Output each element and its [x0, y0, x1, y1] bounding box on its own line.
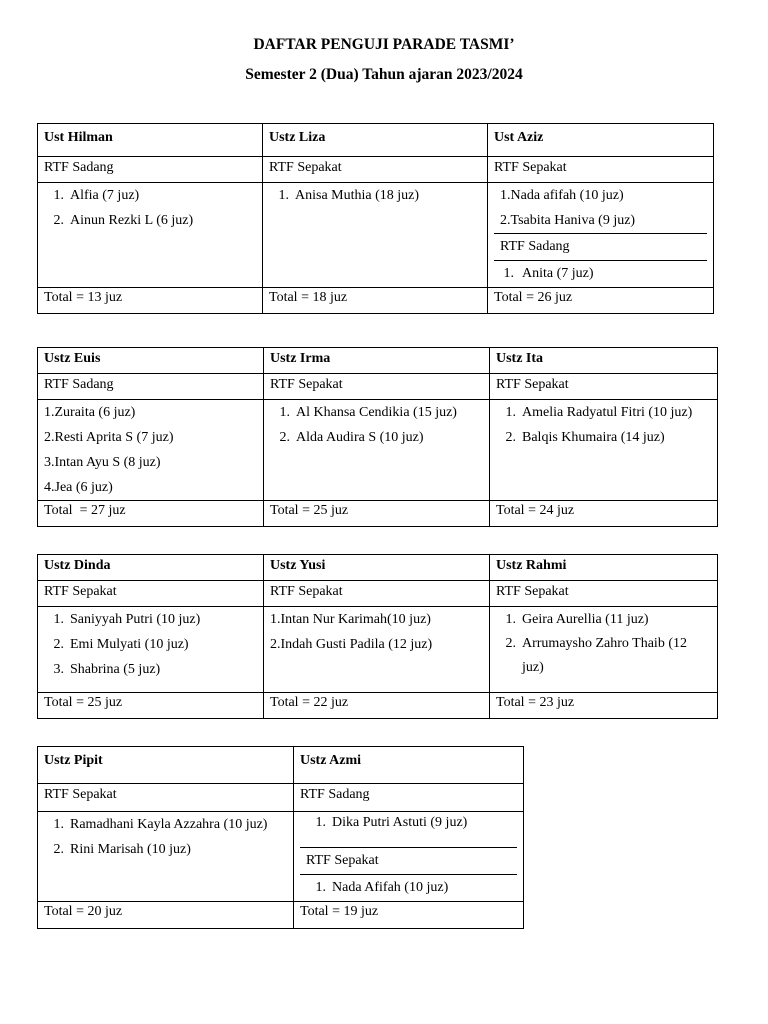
group-label: RTF Sepakat: [263, 157, 488, 183]
total-value: Total = 19 juz: [294, 902, 524, 929]
examiner-name: Ustz Pipit: [38, 747, 294, 784]
examiner-name: Ustz Irma: [264, 348, 490, 374]
examiner-name: Ustz Liza: [263, 124, 488, 157]
list-item: 1. Dika Putri Astuti (9 juz): [315, 815, 468, 830]
list-item: 2.Resti Aprita S (7 juz): [44, 430, 174, 445]
list-item: 2. Balqis Khumaira (14 juz): [505, 430, 665, 445]
list-item: 3. Shabrina (5 juz): [53, 662, 161, 677]
group-label: RTF Sepakat: [490, 581, 718, 607]
examiner-table-2: [37, 347, 718, 527]
list-item: 1. Anita (7 juz): [494, 260, 707, 287]
total-value: Total = 24 juz: [490, 501, 718, 527]
student-list: [294, 812, 524, 902]
document-title: DAFTAR PENGUJI PARADE TASMI’: [253, 36, 515, 53]
student-list: [38, 812, 294, 902]
list-item: 1. Geira Aurellia (11 juz): [505, 612, 649, 627]
total-value: Total = 25 juz: [38, 693, 264, 719]
total-value: Total = 18 juz: [263, 288, 488, 314]
list-item: 1.Nada afifah (10 juz): [500, 188, 624, 203]
student-list: [38, 400, 264, 501]
group-label: RTF Sadang: [38, 374, 264, 400]
examiner-table-4: [37, 746, 524, 929]
student-list: [490, 607, 718, 693]
list-item: 1. Amelia Radyatul Fitri (10 juz): [505, 405, 693, 420]
student-list: [490, 400, 718, 501]
examiner-name: Ustz Ita: [490, 348, 718, 374]
total-value: Total = 13 juz: [38, 288, 263, 314]
examiner-name: Ust Aziz: [488, 124, 714, 157]
examiner-table-3: [37, 554, 718, 719]
list-item: 1. Nada Afifah (10 juz): [300, 874, 517, 901]
student-list: [264, 607, 490, 693]
total-value: Total = 23 juz: [490, 693, 718, 719]
list-item: 1.Zuraita (6 juz): [44, 405, 136, 420]
list-item: 2. Arrumaysho Zahro Thaib (12 juz): [505, 636, 687, 675]
group-label: RTF Sadang: [494, 233, 707, 260]
list-item: 4.Jea (6 juz): [44, 480, 113, 495]
list-item: 2.Tsabita Haniva (9 juz): [500, 213, 636, 228]
group-label: RTF Sadang: [38, 157, 263, 183]
student-list: [264, 400, 490, 501]
list-item: 3.Intan Ayu S (8 juz): [44, 455, 161, 470]
list-item: 2. Rini Marisah (10 juz): [53, 842, 191, 857]
group-label: RTF Sepakat: [38, 784, 294, 812]
student-list: [38, 183, 263, 288]
examiner-name: Ustz Euis: [38, 348, 264, 374]
list-item: 2. Ainun Rezki L (6 juz): [53, 213, 194, 228]
examiner-name: Ustz Dinda: [38, 555, 264, 581]
examiner-table-1: [37, 123, 714, 314]
student-list: [38, 607, 264, 693]
total-value: Total = 27 juz: [38, 501, 264, 527]
student-list: [488, 183, 714, 288]
list-item: 1. Anisa Muthia (18 juz): [278, 188, 420, 203]
list-item: 1. Saniyyah Putri (10 juz): [53, 612, 201, 627]
examiner-name: Ust Hilman: [38, 124, 263, 157]
list-item: 1. Al Khansa Cendikia (15 juz): [279, 405, 457, 420]
group-label: RTF Sepakat: [38, 581, 264, 607]
student-list: [263, 183, 488, 288]
total-value: Total = 25 juz: [264, 501, 490, 527]
total-value: Total = 20 juz: [38, 902, 294, 929]
list-item: 1.Intan Nur Karimah(10 juz): [270, 612, 431, 627]
examiner-name: Ustz Azmi: [294, 747, 524, 784]
total-value: Total = 26 juz: [488, 288, 714, 314]
list-item: 2. Alda Audira S (10 juz): [279, 430, 424, 445]
document-subtitle: Semester 2 (Dua) Tahun ajaran 2023/2024: [245, 66, 523, 83]
examiner-name: Ustz Rahmi: [490, 555, 718, 581]
group-label: RTF Sepakat: [264, 374, 490, 400]
list-item: 1. Ramadhani Kayla Azzahra (10 juz): [53, 817, 268, 832]
group-label: RTF Sepakat: [300, 847, 517, 874]
list-item: 2. Emi Mulyati (10 juz): [53, 637, 189, 652]
group-label: RTF Sadang: [294, 784, 524, 812]
total-value: Total = 22 juz: [264, 693, 490, 719]
group-label: RTF Sepakat: [490, 374, 718, 400]
list-item: 2.Indah Gusti Padila (12 juz): [270, 637, 433, 652]
group-label: RTF Sepakat: [488, 157, 714, 183]
list-item: 1. Alfia (7 juz): [53, 188, 140, 203]
examiner-name: Ustz Yusi: [264, 555, 490, 581]
group-label: RTF Sepakat: [264, 581, 490, 607]
